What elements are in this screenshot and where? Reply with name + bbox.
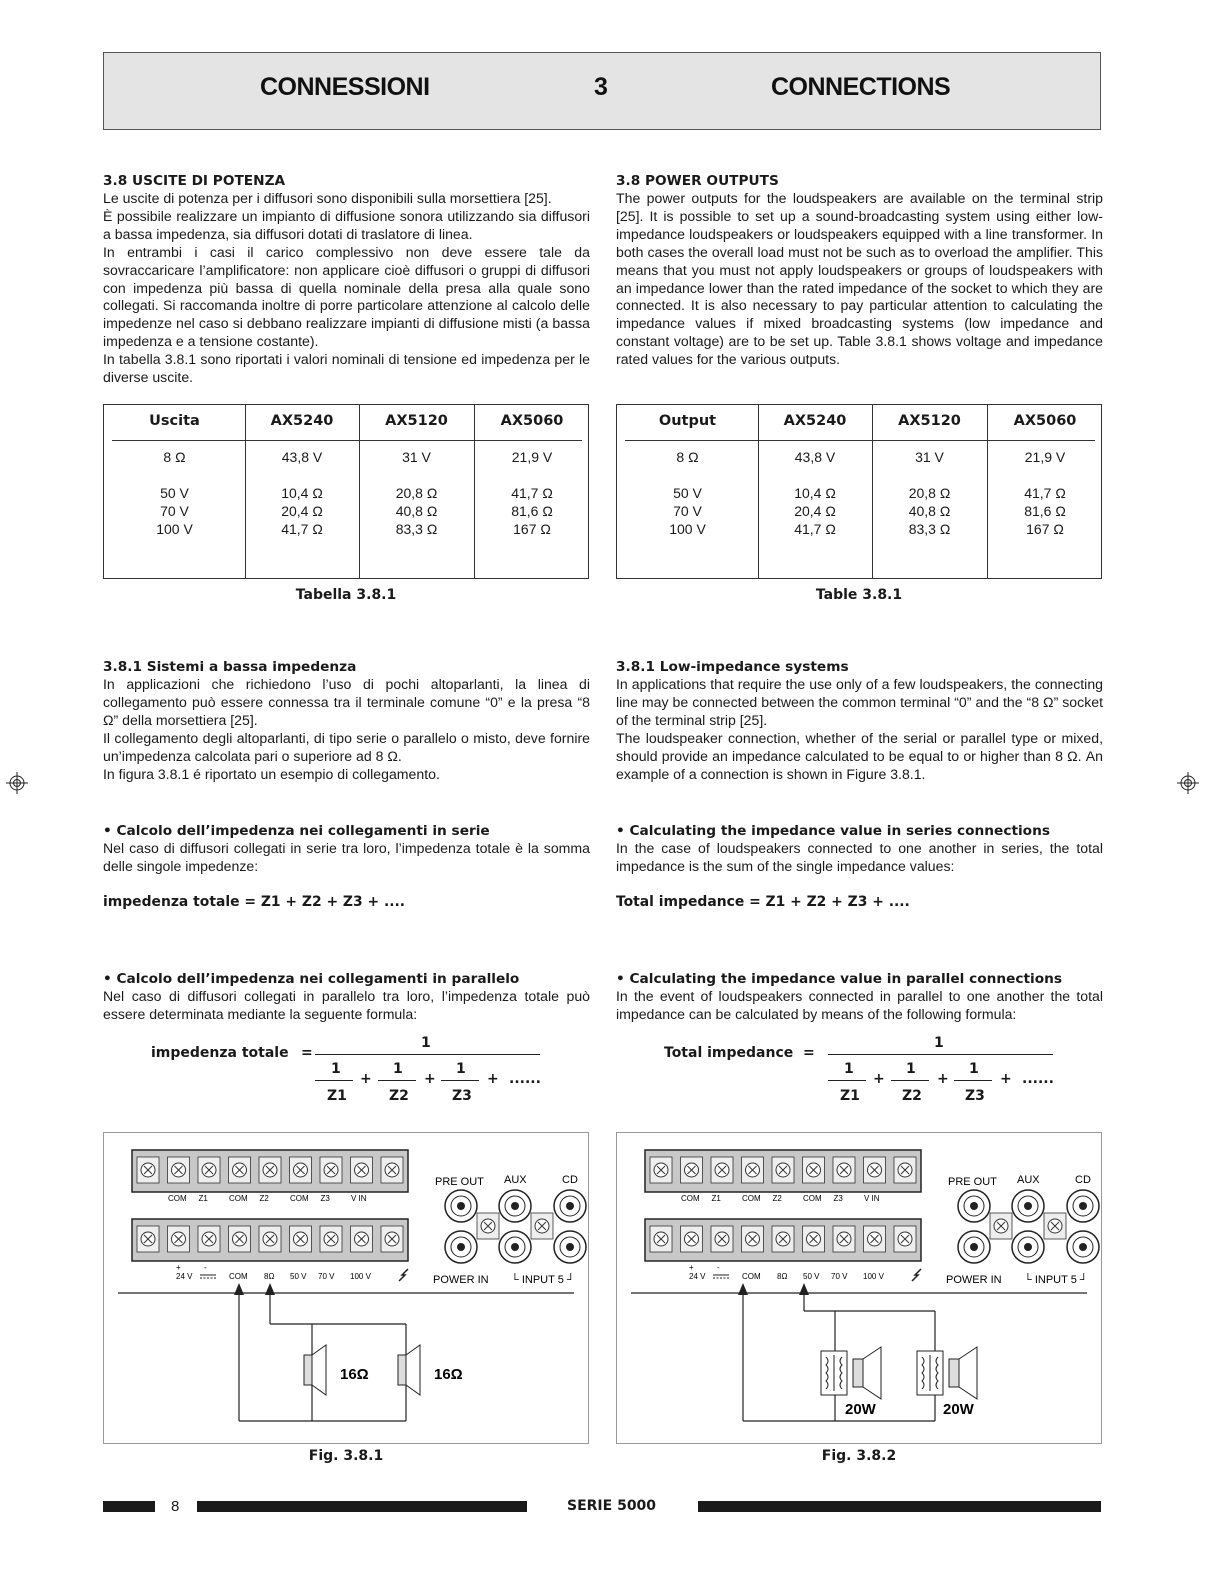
- screw-terminal-icon: [351, 1157, 373, 1183]
- table-cell: 8 Ω: [163, 449, 186, 465]
- rca-jack-icon: [1067, 1231, 1099, 1263]
- table-cell: 43,8 V: [794, 449, 836, 465]
- terminal-panel: [631, 1150, 1099, 1293]
- fraction-one: 1: [331, 1061, 341, 1077]
- paragraph: Il collegamento degli altoparlanti, di tipo serie o parallelo o misto, deve fornire un’impedenza calcolata pari o superiore ad 8 Ω.: [103, 729, 590, 764]
- section-heading: 3.8.1 Sistemi a bassa impedenza: [103, 659, 357, 675]
- table-cell: 83,3 Ω: [908, 520, 951, 537]
- wiring-diagram: [617, 1133, 1101, 1443]
- terminal-label: COM: [168, 1194, 187, 1203]
- table-cell: 10,4 Ω: [794, 484, 836, 501]
- terminal-label: Z1: [711, 1194, 721, 1203]
- rca-jack-icon: [1067, 1190, 1099, 1222]
- table-header: Uscita: [149, 413, 200, 429]
- equals-sign: =: [803, 1045, 815, 1061]
- terminal-label: COM: [229, 1194, 248, 1203]
- paragraph: In entrambi i casi il carico complessivo non deve essere tale da sovraccaricare l’amplificatore: non applicare cioè diffusori o gruppi di diffusori con impedenza più bassa di quella nominale della presa alla quale sono collegati. Si raccomanda inoltre di porre particolare attenzione al calcolo delle impedenze nel caso si debbano realizzare impianti di diffusione misti (a bassa impedenza e a tensione costante).: [103, 243, 590, 350]
- parallel-en: [616, 970, 1103, 1024]
- input-label: └ INPUT 5 ┘: [511, 1274, 575, 1286]
- numerator: 1: [421, 1035, 431, 1051]
- terminal-label: Z1: [198, 1194, 208, 1203]
- terminal-panel: [118, 1150, 586, 1293]
- aux-label: AUX: [1017, 1174, 1040, 1186]
- table-cell: 41,7 Ω: [1024, 484, 1066, 501]
- screw-terminal-icon: [320, 1226, 342, 1252]
- registration-mark-icon: [1177, 772, 1199, 794]
- table-cell: 167 Ω: [1026, 520, 1064, 537]
- paragraph: In figura 3.8.1 é riportato un esempio di collegamento.: [103, 765, 440, 782]
- screw-terminal-icon: [772, 1226, 794, 1252]
- footer-bar: [103, 1501, 155, 1512]
- terminal-label: 24 V: [689, 1272, 706, 1281]
- table-cell: 20,8 Ω: [908, 484, 951, 501]
- screw-terminal-icon: [351, 1226, 373, 1252]
- terminal-label: Z3: [833, 1194, 843, 1203]
- screw-terminal-icon: [531, 1213, 553, 1239]
- parallel-formula-right: [616, 1034, 1103, 1114]
- screw-terminal-icon: [864, 1157, 886, 1183]
- terminal-label: COM: [742, 1194, 761, 1203]
- speaker-icon: [398, 1345, 420, 1395]
- fraction-one: 1: [969, 1061, 979, 1077]
- z2: Z2: [389, 1088, 409, 1104]
- rca-jack-icon: [445, 1231, 477, 1263]
- table-cell: 81,6 Ω: [511, 502, 553, 519]
- screw-terminal-icon: [229, 1157, 251, 1183]
- screw-terminal-icon: [137, 1226, 159, 1252]
- lightning-icon: [912, 1269, 921, 1281]
- input-label: └ INPUT 5 ┘: [1024, 1274, 1088, 1286]
- formula-label: impedenza totale: [151, 1045, 289, 1061]
- z1: Z1: [327, 1088, 347, 1104]
- table-cell: 100 V: [156, 520, 193, 537]
- table-cell: 41,7 Ω: [794, 520, 836, 537]
- ellipsis: ......: [1022, 1071, 1054, 1087]
- table-left: [103, 404, 589, 579]
- fraction-one: 1: [456, 1061, 466, 1077]
- screw-terminal-icon: [742, 1226, 764, 1252]
- screw-terminal-icon: [168, 1226, 190, 1252]
- table-cell: 21,9 V: [511, 449, 553, 465]
- screw-terminal-icon: [742, 1157, 764, 1183]
- table-header: AX5060: [500, 413, 564, 429]
- ellipsis: ......: [509, 1071, 541, 1087]
- terminal-label: 8Ω: [264, 1272, 275, 1281]
- table-cell: 31 V: [915, 449, 944, 465]
- header-title-en: CONNECTIONS: [771, 73, 951, 101]
- cd-label: CD: [562, 1174, 578, 1186]
- table-header: AX5240: [783, 413, 847, 429]
- table-cell: 100 V: [669, 520, 706, 537]
- series-label: SERIE 5000: [567, 1498, 657, 1514]
- terminal-label: 24 V: [176, 1272, 193, 1281]
- figure-caption: Fig. 3.8.1: [308, 1448, 384, 1464]
- table-cell: 81,6 Ω: [1024, 502, 1066, 519]
- terminal-label: 50 V: [803, 1272, 820, 1281]
- z2: Z2: [902, 1088, 922, 1104]
- formula-label: Total impedance: [664, 1045, 794, 1061]
- screw-terminal-icon: [803, 1157, 825, 1183]
- page-number: 8: [171, 1498, 180, 1515]
- equals-sign: =: [301, 1045, 313, 1061]
- section-heading: • Calculating the impedance value in series connections: [616, 823, 1050, 839]
- series-formula: impedenza totale = Z1 + Z2 + Z3 + ....: [103, 893, 406, 910]
- aux-label: AUX: [504, 1174, 527, 1186]
- screw-terminal-icon: [381, 1226, 403, 1252]
- table-cell: 20,4 Ω: [281, 502, 323, 519]
- paragraph: Le uscite di potenza per i diffusori sono disponibili sulla morsettiera [25].: [103, 190, 552, 206]
- wiring-diagram: [104, 1133, 588, 1443]
- screw-terminal-icon: [259, 1157, 281, 1183]
- parallel-it: [103, 970, 590, 1024]
- cd-label: CD: [1075, 1174, 1091, 1186]
- table-cell: 20,8 Ω: [395, 484, 438, 501]
- fraction-one: 1: [906, 1061, 916, 1077]
- terminal-label: COM: [803, 1194, 822, 1203]
- figure-3-8-2: [616, 1132, 1102, 1444]
- footer-bar: [197, 1501, 527, 1512]
- table-header: AX5120: [898, 413, 961, 429]
- terminal-label: Z3: [320, 1194, 330, 1203]
- table-cell: 20,4 Ω: [794, 502, 836, 519]
- section-heading: • Calculating the impedance value in parallel connections: [616, 971, 1063, 987]
- paragraph: In tabella 3.8.1 sono riportati i valori nominali di tensione ed impedenza per le diverse uscite.: [103, 351, 590, 386]
- series-it: [103, 822, 590, 910]
- table-header: AX5060: [1013, 413, 1077, 429]
- table-cell: 10,4 Ω: [281, 484, 323, 501]
- section-heading: • Calcolo dell’impedenza nei collegamenti in parallelo: [103, 971, 520, 987]
- plus-sign: +: [873, 1071, 885, 1087]
- terminal-label: V IN: [351, 1194, 367, 1203]
- table-cell: 8 Ω: [676, 449, 699, 465]
- low-impedance-it: [103, 658, 590, 783]
- table-cell: 83,3 Ω: [395, 520, 438, 537]
- footer-bar: [698, 1501, 1101, 1512]
- pre-out-label: PRE OUT: [435, 1176, 484, 1188]
- table-cell: 40,8 Ω: [395, 502, 438, 519]
- registration-mark-icon: [6, 772, 28, 794]
- screw-terminal-icon: [650, 1157, 672, 1183]
- rca-jack-icon: [499, 1231, 531, 1263]
- plus-sign: +: [1000, 1071, 1012, 1087]
- table-cell: 50 V: [673, 484, 702, 501]
- screw-terminal-icon: [681, 1226, 703, 1252]
- power-in-label: POWER IN: [946, 1274, 1002, 1286]
- rca-jack-icon: [1012, 1231, 1044, 1263]
- table-cell: 50 V: [160, 484, 189, 501]
- terminal-label: 70 V: [831, 1272, 848, 1281]
- screw-terminal-icon: [381, 1157, 403, 1183]
- terminal-label: 100 V: [863, 1272, 884, 1281]
- rca-jack-icon: [1012, 1190, 1044, 1222]
- terminal-label: Z2: [772, 1194, 782, 1203]
- paragraph: Nel caso di diffusori collegati in serie tra loro, l’impedenza totale è la somma delle singole impedenze:: [103, 840, 590, 874]
- table-cell: 70 V: [673, 502, 702, 519]
- header-title-it: CONNESSIONI: [260, 73, 430, 101]
- transformer-speaker-icon: [917, 1347, 977, 1399]
- plus-sign: +: [487, 1071, 499, 1087]
- terminal-label: Z2: [259, 1194, 269, 1203]
- screw-terminal-icon: [477, 1213, 499, 1239]
- speaker-power-label: 20W: [943, 1401, 974, 1418]
- paragraph: In applications that require the use only of a few loudspeakers, the connecting line may be connected between the common terminal “0” and the “8 Ω” socket of the terminal strip [25].: [616, 676, 1103, 728]
- screw-terminal-icon: [229, 1226, 251, 1252]
- figure-caption: Fig. 3.8.2: [821, 1448, 897, 1464]
- terminal-label: 100 V: [350, 1272, 371, 1281]
- paragraph: In applicazioni che richiedono l’uso di pochi altoparlanti, la linea di collegamento può essere connessa tra il terminale comune “0” e la presa “8 Ω” della morsettiera [25].: [103, 676, 590, 728]
- parallel-formula-left: [103, 1034, 590, 1114]
- speaker-impedance-label: 16Ω: [340, 1366, 369, 1383]
- section-heading: 3.8.1 Low-impedance systems: [616, 659, 849, 675]
- paragraph: In the event of loudspeakers connected in parallel to one another the total impedance can be calculated by means of the following formula:: [616, 988, 1103, 1022]
- table-header: Output: [658, 413, 717, 429]
- terminal-label: COM: [290, 1194, 309, 1203]
- transformer-speaker-icon: [821, 1347, 881, 1399]
- screw-terminal-icon: [711, 1226, 733, 1252]
- plus-sign: +: [360, 1071, 372, 1087]
- screw-terminal-icon: [650, 1226, 672, 1252]
- terminal-label: COM: [229, 1272, 248, 1281]
- paragraph: È possibile realizzare un impianto di diffusione sonora utilizzando sia diffusori a bassa impedenza, sia diffusori dotati di traslatore di linea.: [103, 207, 590, 242]
- screw-terminal-icon: [990, 1213, 1012, 1239]
- screw-terminal-icon: [833, 1226, 855, 1252]
- screw-terminal-icon: [772, 1157, 794, 1183]
- table-cell: 21,9 V: [1024, 449, 1066, 465]
- polarity-mark: -: [717, 1263, 720, 1272]
- section-heading: • Calcolo dell’impedenza nei collegamenti in serie: [103, 823, 490, 839]
- z1: Z1: [840, 1088, 860, 1104]
- screw-terminal-icon: [168, 1157, 190, 1183]
- screw-terminal-icon: [894, 1157, 916, 1183]
- table-cell: 43,8 V: [281, 449, 323, 465]
- numerator: 1: [934, 1035, 944, 1051]
- rca-jack-icon: [554, 1231, 586, 1263]
- terminal-label: COM: [742, 1272, 761, 1281]
- pre-out-label: PRE OUT: [948, 1176, 997, 1188]
- paragraph: The loudspeaker connection, whether of the serial or parallel type or mixed, should provide an impedance calculated to be equal to or higher than 8 Ω. An example of a connection is shown in Figure 3.8.1.: [616, 729, 1103, 782]
- screw-terminal-icon: [320, 1157, 342, 1183]
- page-header: [103, 52, 1101, 130]
- screw-terminal-icon: [681, 1157, 703, 1183]
- screw-terminal-icon: [803, 1226, 825, 1252]
- terminal-label: 8Ω: [777, 1272, 788, 1281]
- plus-sign: +: [424, 1071, 436, 1087]
- section-heading: 3.8 POWER OUTPUTS: [616, 173, 779, 189]
- table-cell: 167 Ω: [513, 520, 551, 537]
- screw-terminal-icon: [1044, 1213, 1066, 1239]
- screw-terminal-icon: [137, 1157, 159, 1183]
- rca-jack-icon: [958, 1231, 990, 1263]
- table-header: AX5240: [270, 413, 334, 429]
- polarity-mark: -: [204, 1263, 207, 1272]
- section-heading: 3.8 USCITE DI POTENZA: [103, 173, 286, 189]
- table-cell: 40,8 Ω: [908, 502, 951, 519]
- column-english: [616, 172, 1103, 369]
- rca-jack-icon: [445, 1190, 477, 1222]
- speaker-power-label: 20W: [845, 1401, 876, 1418]
- screw-terminal-icon: [290, 1157, 312, 1183]
- power-in-label: POWER IN: [433, 1274, 489, 1286]
- table-cell: 31 V: [402, 449, 431, 465]
- series-formula: Total impedance = Z1 + Z2 + Z3 + ....: [616, 893, 910, 910]
- terminal-label: COM: [681, 1194, 700, 1203]
- z3: Z3: [965, 1088, 985, 1104]
- screw-terminal-icon: [198, 1157, 220, 1183]
- screw-terminal-icon: [894, 1226, 916, 1252]
- polarity-mark: +: [176, 1263, 181, 1272]
- screw-terminal-icon: [259, 1226, 281, 1252]
- header-chapter: 3: [594, 73, 608, 101]
- speaker-impedance-label: 16Ω: [434, 1366, 463, 1383]
- paragraph: The power outputs for the loudspeakers are available on the terminal strip [25]. It is possible to set up a sound-broadcasting system using either low-impedance loudspeakers or loudspeakers equipped with a line transformer. In both cases the overall load must not be such as to overload the amplifier. This means that you must not apply loudspeakers or groups of loudspeakers with an impedance lower than the rated impedance of the socket to which they are connected. It is also necessary to pay particular attention to calculating the impedance values if mixed broadcasting systems (low impedance and constant voltage) are to be set up. Table 3.8.1 shows voltage and impedance rated values for the various outputs.: [616, 190, 1103, 368]
- table-right: [616, 404, 1102, 579]
- screw-terminal-icon: [290, 1226, 312, 1252]
- terminal-label: 50 V: [290, 1272, 307, 1281]
- plus-sign: +: [937, 1071, 949, 1087]
- polarity-mark: +: [689, 1263, 694, 1272]
- table-cell: 41,7 Ω: [511, 484, 553, 501]
- paragraph: Nel caso di diffusori collegati in parallelo tra loro, l’impedenza totale può essere determinata mediante la seguente formula:: [103, 988, 590, 1022]
- screw-terminal-icon: [198, 1226, 220, 1252]
- figure-3-8-1: [103, 1132, 589, 1444]
- terminal-label: 70 V: [318, 1272, 335, 1281]
- table-cell: 70 V: [160, 502, 189, 519]
- column-italian: [103, 172, 590, 387]
- fraction-one: 1: [393, 1061, 403, 1077]
- rca-jack-icon: [499, 1190, 531, 1222]
- terminal-label: V IN: [864, 1194, 880, 1203]
- screw-terminal-icon: [864, 1226, 886, 1252]
- low-impedance-en: [616, 658, 1103, 783]
- fraction-one: 1: [844, 1061, 854, 1077]
- table-caption: Tabella 3.8.1: [295, 587, 397, 603]
- rca-jack-icon: [958, 1190, 990, 1222]
- series-en: [616, 822, 1103, 910]
- table-caption: Table 3.8.1: [815, 587, 903, 603]
- paragraph: In the case of loudspeakers connected to one another in series, the total impedance is the sum of the single impedance values:: [616, 840, 1103, 874]
- table-header: AX5120: [385, 413, 448, 429]
- screw-terminal-icon: [711, 1157, 733, 1183]
- rca-jack-icon: [554, 1190, 586, 1222]
- lightning-icon: [399, 1269, 408, 1281]
- z3: Z3: [452, 1088, 472, 1104]
- speaker-icon: [304, 1345, 326, 1395]
- table-cell: 41,7 Ω: [281, 520, 323, 537]
- screw-terminal-icon: [833, 1157, 855, 1183]
